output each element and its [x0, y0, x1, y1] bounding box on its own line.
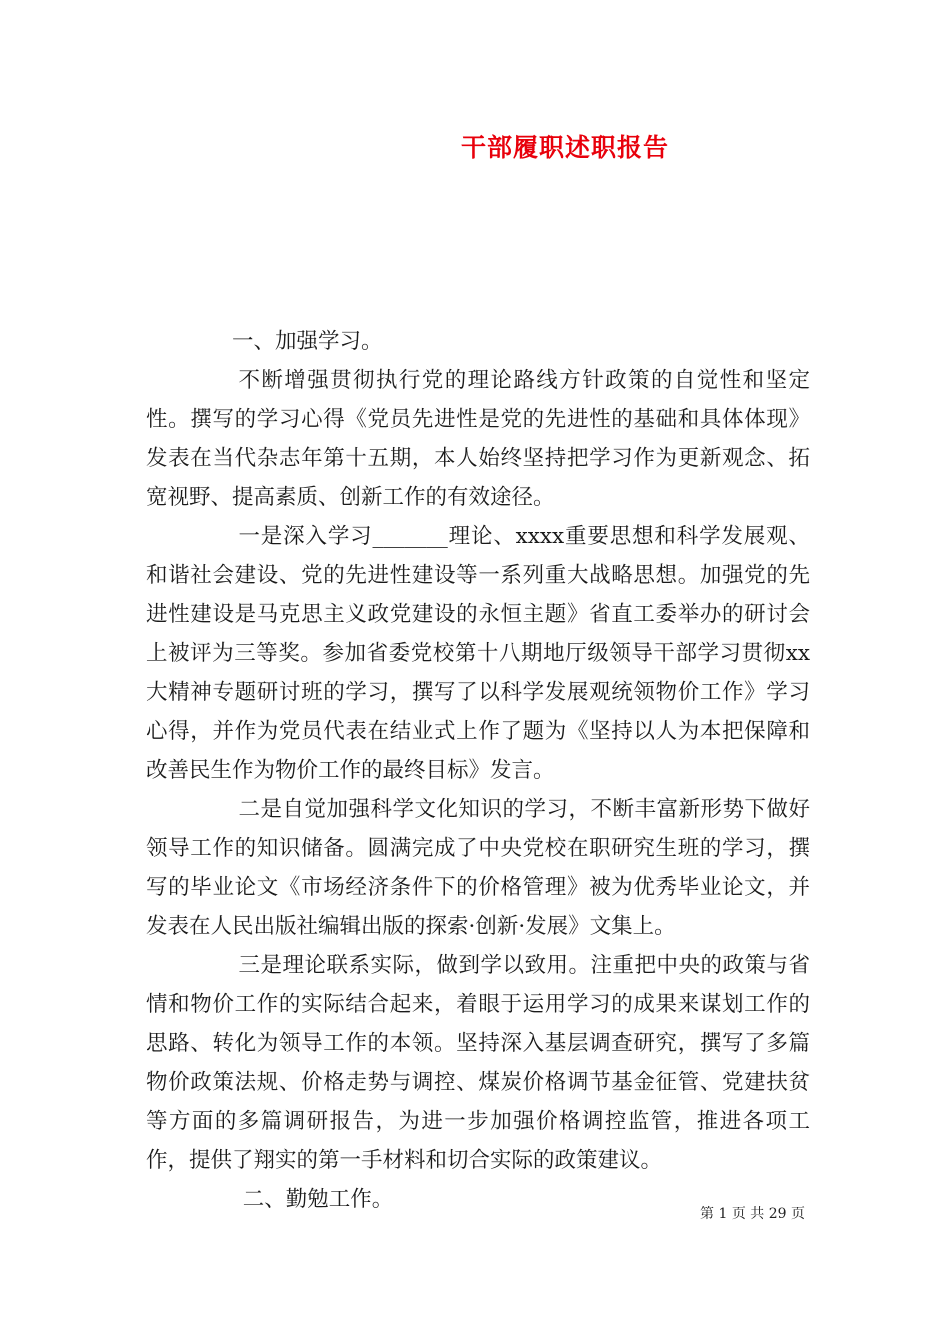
paragraph-intro: 不断增强贯彻执行党的理论路线方针政策的自觉性和坚定性。撰写的学习心得《党员先进性是党的先进性的基础和具体体现》发表在当代杂志年第十五期，本人始终坚持把学习作为更新观念、拓宽视野、提高素质、创新工作的有效途径。 [146, 368, 810, 510]
section-heading-study: 一、加强学习。 [232, 329, 383, 354]
paragraph-second-point: 二是自觉加强科学文化知识的学习，不断丰富新形势下做好领导工作的知识储备。圆满完成了中央党校在职研究生班的学习，撰写的毕业论文《市场经济条件下的价格管理》被为优秀毕业论文，并发表在人民出版社编辑出版的探索·创新·发展》文集上。 [146, 797, 810, 939]
document-body [146, 322, 810, 1219]
paragraph-third-point: 三是理论联系实际，做到学以致用。注重把中央的政策与省情和物价工作的实际结合起来，着眼于运用学习的成果来谋划工作的思路、转化为领导工作的本领。坚持深入基层调查研究，撰写了多篇物价政策法规、价格走势与调控、煤炭价格调节基金征管、党建扶贫等方面的多篇调研报告，为进一步加强价格调控监管，推进各项工作，提供了翔实的第一手材料和切合实际的政策建议。 [146, 953, 810, 1173]
page-number-footer: 第 1 页 共 29 页 [700, 1206, 805, 1222]
section-heading-work: 二、勤勉工作。 [242, 1187, 394, 1212]
paragraph-first-point: 一是深入学习_______理论、xxxx重要思想和科学发展观、和谐社会建设、党的先进性建设等一系列重大战略思想。加强党的先进性建设是马克思主义政党建设的永恒主题》省直工委举办的研讨会上被评为三等奖。参加省委党校第十八期地厅级领导干部学习贯彻xx大精神专题研讨班的学习，撰写了以科学发展观统领物价工作》学习心得，并作为党员代表在结业式上作了题为《坚持以人为本把保障和改善民生作为物价工作的最终目标》发言。 [146, 524, 810, 783]
document-title: 干部履职述职报告 [460, 133, 669, 162]
